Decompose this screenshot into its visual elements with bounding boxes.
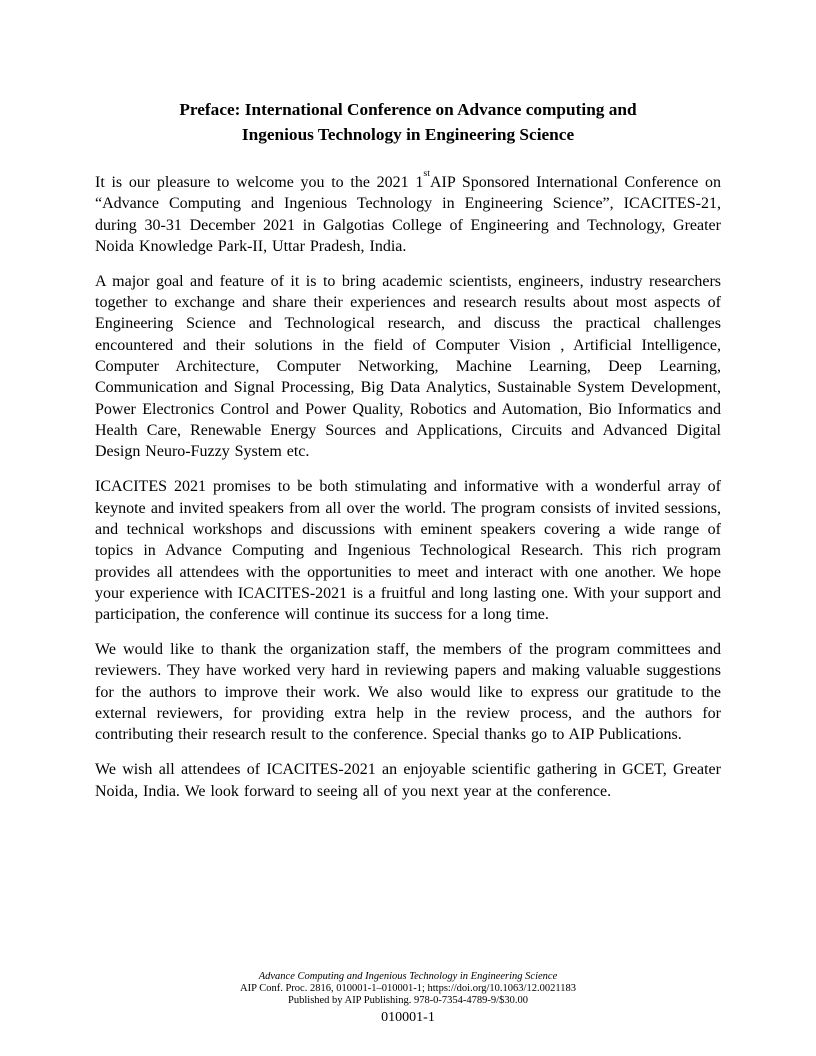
footer-citation-block — [0, 971, 816, 1007]
preface-paragraph-4: We would like to thank the organization staff, the members of the program committees and reviewers. They have worked very hard in reviewing papers and making valuable suggestions for the authors to improve their work. We also would like to express our gratitude to the external reviewers, for providing extra help in the review process, and the authors for contributing their research result to the conference. Special thanks go to AIP Publications. — [95, 641, 721, 744]
paragraph-1-text-before: It is our pleasure to welcome you to the 2021 1 — [95, 174, 424, 191]
preface-body — [95, 168, 721, 802]
preface-paragraph-5: We wish all attendees of ICACITES-2021 an enjoyable scientific gathering in GCET, Greater Noida, India. We look forward to seeing all of you next year at the conference. — [95, 761, 721, 800]
preface-paragraph-2: A major goal and feature of it is to bring academic scientists, engineers, industry researchers together to exchange and share their experiences and research results about most aspects of Engineering Science and Technological research, and discuss the practical challenges encountered and their solutions in the field of Computer Vision , Artificial Intelligence, Computer Architecture, Computer Networking, Machine Learning, Deep Learning, Communication and Signal Processing, Big Data Analytics, Sustainable System Development, Power Electronics Control and Power Quality, Robotics and Automation, Bio Informatics and Health Care, Renewable Energy Sources and Applications, Circuits and Advanced Digital Design Neuro-Fuzzy System etc. — [95, 272, 721, 461]
page-title — [95, 97, 721, 147]
superscript-ordinal: st — [423, 168, 430, 180]
title-line-2: Ingenious Technology in Engineering Science — [241, 125, 575, 144]
footer-proceedings-title: Advance Computing and Ingenious Technology in Engineering Science — [258, 971, 558, 982]
page-content — [95, 97, 721, 802]
preface-paragraph-1 — [95, 168, 721, 257]
preface-paragraph-3: ICACITES 2021 promises to be both stimulating and informative with a wonderful array of keynote and invited speakers from all over the world. The program consists of invited sessions, and technical workshops and discussions with eminent speakers covering a wide range of topics in Advance Computing and Ingenious Technological Research. This rich program provides all attendees with the opportunities to meet and interact with one another. We hope your experience with ICACITES-2021 is a fruitful and long lasting one. With your support and participation, the conference will continue its success for a long time. — [95, 478, 721, 624]
footer-publisher: Published by AIP Publishing. 978-0-7354-4789-9/$30.00 — [288, 995, 528, 1006]
footer-citation: AIP Conf. Proc. 2816, 010001-1–010001-1; https://doi.org/10.1063/12.0021183 — [240, 983, 576, 994]
title-line-1: Preface: International Conference on Advance computing and — [179, 100, 637, 119]
paragraph-1-text-after: AIP Sponsored International Conference on “Advance Computing and Ingenious Technology in Engineering Science”, ICACITES-21, during 30-31 December 2021 in Galgotias College of Engineering and Technology, Greater Noida Knowledge Park-II, Uttar Pradesh, India. — [95, 174, 721, 255]
page-number: 010001-1 — [381, 1010, 435, 1025]
